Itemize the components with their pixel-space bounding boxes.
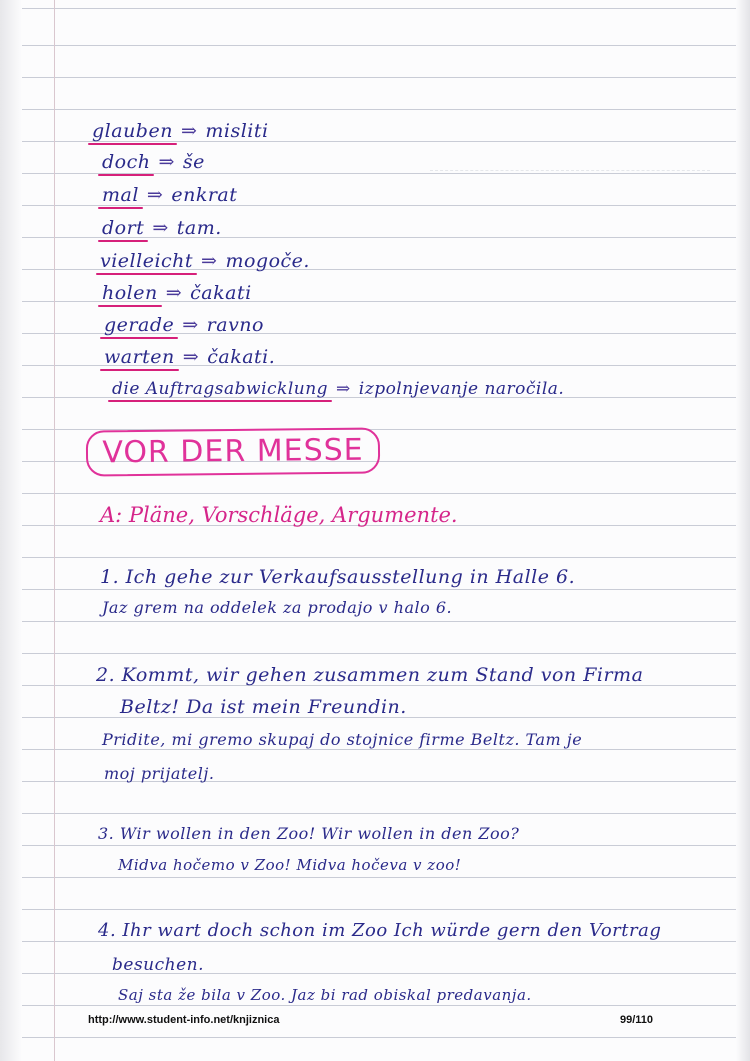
page-edge-shadow [736, 0, 750, 1061]
vocab-word: gerade [104, 314, 175, 336]
vocab-word: dort [102, 217, 145, 239]
vocab-line [100, 250, 310, 272]
vocab-meaning: mogoče. [225, 250, 310, 272]
vocab-word: holen [102, 282, 158, 304]
section-subtitle: A: Pläne, Vorschläge, Argumente. [100, 503, 458, 527]
exercise-line: besuchen. [112, 955, 204, 975]
footer-url[interactable]: http://www.student-info.net/knjiznica [88, 1014, 280, 1026]
vocab-meaning: čakati. [207, 346, 276, 368]
arrow-icon: ⇒ [182, 314, 199, 336]
vocab-meaning: čakati [190, 282, 252, 304]
vocab-line [104, 314, 264, 336]
exercise-translation: Saj sta že bila v Zoo. Jaz bi rad obiskal predavanja. [118, 986, 532, 1004]
arrow-icon: ⇒ [165, 282, 183, 304]
section-title: VOR DER MESSE [86, 427, 380, 476]
vocab-line [102, 151, 205, 173]
footer-page-number: 99/110 [620, 1014, 654, 1026]
vocab-line [102, 184, 237, 206]
exercise-line: 4. Ihr wart doch schon im Zoo Ich würde gern den Vortrag [98, 920, 662, 941]
exercise-translation: moj prijatelj. [104, 764, 215, 783]
arrow-icon: ⇒ [180, 120, 198, 142]
exercise-line: 3. Wir wollen in den Zoo! Wir wollen in den Zoo? [98, 824, 520, 843]
vocab-word: vielleicht [100, 250, 194, 272]
vocab-word: warten [104, 346, 175, 368]
vocab-line [102, 282, 252, 304]
exercise-translation: Midva hočemo v Zoo! Midva hočeva v zoo! [118, 856, 462, 874]
vocab-word: die Auftragsabwicklung [112, 379, 329, 399]
vocab-word: glauben [92, 120, 173, 142]
arrow-icon: ⇒ [182, 346, 200, 368]
vocab-meaning: izpolnjevanje naročila. [358, 379, 565, 399]
vocab-meaning: tam. [176, 217, 222, 239]
margin-line [54, 0, 55, 1061]
vocab-meaning: misliti [205, 120, 269, 142]
arrow-icon: ⇒ [201, 250, 218, 272]
arrow-icon: ⇒ [152, 217, 169, 239]
vocab-meaning: še [182, 151, 205, 173]
vocab-line [102, 217, 222, 239]
vocab-meaning: ravno [206, 314, 264, 336]
vocab-line [92, 120, 269, 142]
arrow-icon: ⇒ [336, 379, 351, 399]
vocab-word: mal [102, 184, 139, 206]
arrow-icon: ⇒ [146, 184, 164, 206]
vocab-line [104, 346, 275, 368]
exercise-line: 1. Ich gehe zur Verkaufsausstellung in Halle 6. [100, 566, 576, 588]
vocab-meaning: enkrat [171, 184, 238, 206]
exercise-line: 2. Kommt, wir gehen zusammen zum Stand von Firma [96, 664, 644, 686]
exercise-translation: Pridite, mi gremo skupaj do stojnice firme Beltz. Tam je [102, 730, 583, 749]
vocab-line [112, 379, 564, 399]
exercise-line: Beltz! Da ist mein Freundin. [120, 696, 407, 718]
page-binding-shadow [0, 0, 22, 1061]
arrow-icon: ⇒ [158, 151, 175, 173]
bleed-through-ink [430, 130, 710, 171]
exercise-translation: Jaz grem na oddelek za prodajo v halo 6. [102, 598, 453, 617]
vocab-word: doch [102, 151, 151, 173]
